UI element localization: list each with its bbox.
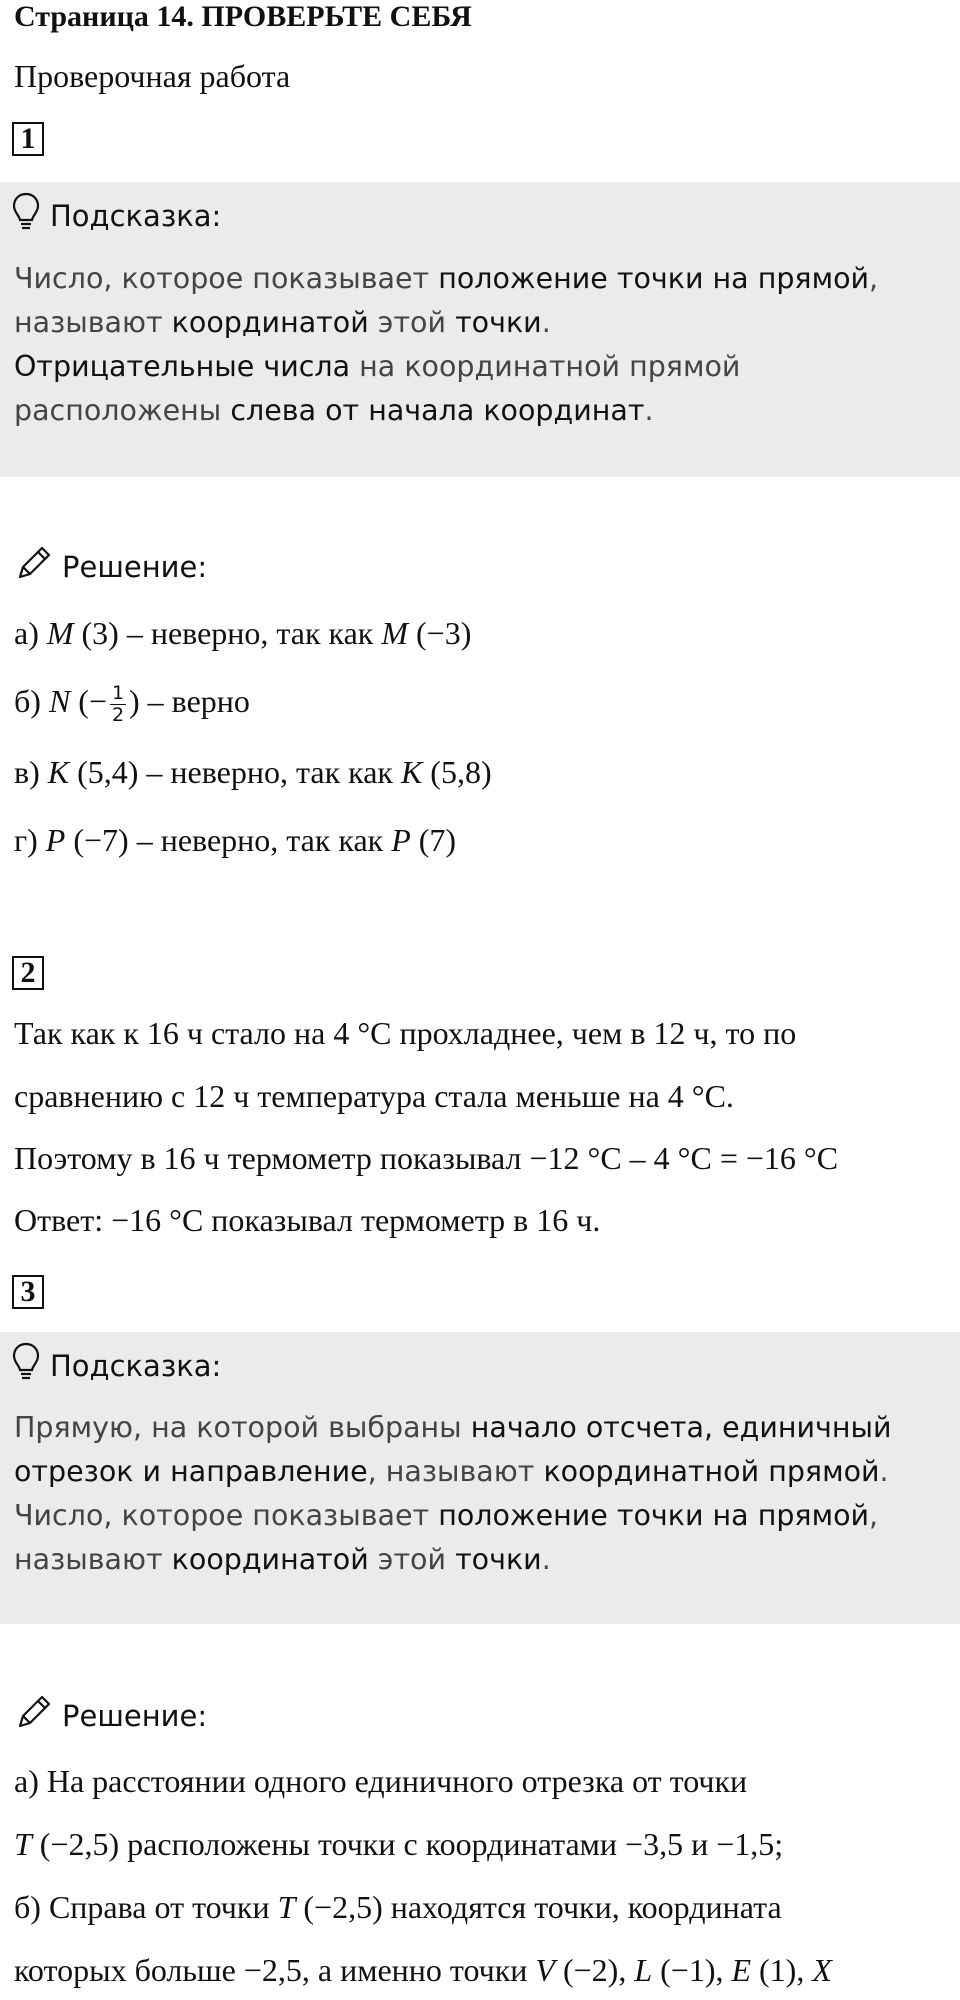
solution-heading: Решение: — [62, 1698, 208, 1733]
hint-emphasis: слева от начала координат — [230, 394, 645, 427]
hint-text-segment: называют — [14, 1543, 172, 1576]
hint-text-segment: . — [879, 1455, 889, 1488]
text-segment: ) – верно — [128, 683, 250, 719]
hint-text-segment: . — [541, 306, 551, 339]
hint-text-3 — [14, 1406, 944, 1582]
hint-text-segment: расположены — [14, 394, 231, 427]
text-segment: (7) — [410, 822, 457, 858]
hint-text-segment: этой — [368, 306, 456, 339]
page-title: Страница 14. ПРОВЕРЬТЕ СЕБЯ — [14, 0, 472, 33]
task2-line-1: Так как к 16 ч стало на 4 °C прохладнее, чем в 12 ч, то по — [14, 1015, 797, 1051]
text-segment: б) Справа от точки — [14, 1889, 278, 1925]
task3-line-1: а) На расстоянии одного единичного отрезка от точки — [14, 1763, 748, 1799]
text-segment: (1), — [751, 1952, 813, 1988]
hint-text-segment: , называют — [367, 1455, 544, 1488]
math-variable: M — [381, 615, 408, 651]
solution-header-1 — [14, 543, 207, 590]
math-variable: P — [391, 822, 411, 858]
hint-emphasis: координатой — [171, 1543, 369, 1576]
hint-header-3 — [12, 1342, 221, 1389]
math-variable: M — [46, 615, 74, 651]
text-segment: г) — [14, 822, 46, 858]
hint-header-1 — [12, 192, 221, 239]
hint-text-segment: . — [541, 1543, 551, 1576]
task-number-1: 1 — [12, 122, 44, 156]
page-subtitle: Проверочная работа — [14, 58, 291, 94]
fraction-denominator: 2 — [111, 704, 125, 727]
text-segment: (−2,5) находятся точки, координата — [295, 1889, 782, 1925]
hint-heading: Подсказка: — [50, 1348, 222, 1383]
solution-line-c — [14, 754, 492, 791]
math-variable: K — [47, 754, 70, 790]
text-segment: (−7) – неверно, так как — [65, 822, 392, 858]
solution-line-b — [14, 683, 250, 726]
task2-line-4: Ответ: −16 °C показывал термометр в 16 ч. — [14, 1202, 601, 1238]
hint-emphasis: Отрицательные числа — [14, 350, 351, 383]
hint-box-1 — [0, 182, 960, 477]
pencil-icon — [14, 543, 54, 590]
solution-line-d — [14, 822, 456, 859]
hint-text-segment: на координатной прямой — [350, 350, 741, 383]
hint-emphasis: начало отсчета, единичный — [470, 1411, 892, 1444]
hint-text-segment: . — [644, 394, 654, 427]
fraction-numerator: 1 — [111, 682, 125, 705]
text-segment: (−3) — [408, 615, 472, 651]
solution-line-a — [14, 615, 471, 652]
math-variable: T — [14, 1826, 32, 1862]
hint-text-segment: Число, которое показывает — [14, 262, 439, 295]
hint-emphasis: положение точки на прямой — [438, 1499, 870, 1532]
task2-line-2: сравнению с 12 ч температура стала меньше на 4 °C. — [14, 1078, 734, 1114]
task2-line-3: Поэтому в 16 ч термометр показывал −12 °C – 4 °C = −16 °C — [14, 1140, 839, 1176]
hint-emphasis: точки — [455, 306, 542, 339]
hint-text-segment: этой — [368, 1543, 456, 1576]
math-variable: T — [277, 1889, 296, 1925]
hint-emphasis: координатной прямой — [543, 1455, 880, 1488]
hint-text-segment: , — [869, 1499, 879, 1532]
text-segment: (−1), — [652, 1952, 732, 1988]
task3-line-4 — [14, 1952, 832, 1989]
text-segment: (−2), — [554, 1952, 635, 1988]
text-segment: в) — [14, 754, 48, 790]
math-variable: L — [634, 1952, 653, 1988]
fraction — [110, 683, 126, 726]
math-variable: E — [731, 1952, 752, 1988]
text-segment: б) — [14, 683, 49, 719]
hint-text-1 — [14, 257, 944, 433]
text-segment: (5,8) — [422, 754, 492, 790]
text-segment: (− — [70, 683, 107, 719]
hint-emphasis: положение точки на прямой — [438, 262, 870, 295]
math-variable: P — [45, 822, 66, 858]
math-variable: N — [48, 683, 71, 719]
pencil-icon — [14, 1692, 54, 1739]
text-segment: (5,4) – неверно, так как — [69, 754, 401, 790]
math-variable: V — [535, 1952, 555, 1988]
text-segment: (3) – неверно, так как — [73, 615, 382, 651]
task-number-3: 3 — [12, 1275, 44, 1309]
math-variable: X — [812, 1952, 832, 1988]
hint-text-segment: , — [869, 262, 879, 295]
math-variable: K — [400, 754, 423, 790]
text-segment: а) — [14, 615, 47, 651]
hint-text-segment: называют — [14, 306, 172, 339]
hint-heading: Подсказка: — [50, 198, 222, 233]
hint-emphasis: точки — [455, 1543, 542, 1576]
lightbulb-icon — [12, 1342, 40, 1389]
hint-text-segment: Прямую, на которой выбраны — [14, 1411, 471, 1444]
task3-line-2 — [14, 1826, 783, 1863]
hint-emphasis: отрезок и направление — [14, 1455, 368, 1488]
hint-emphasis: координатой — [171, 306, 369, 339]
text-segment: (−2,5) расположены точки с координатами −3,5 и −1,5; — [31, 1826, 784, 1862]
task-number-2: 2 — [12, 956, 44, 990]
text-segment: которых больше −2,5, а именно точки — [14, 1952, 536, 1988]
solution-header-3 — [14, 1692, 207, 1739]
solution-heading: Решение: — [62, 549, 208, 584]
lightbulb-icon — [12, 192, 40, 239]
hint-text-segment: Число, которое показывает — [14, 1499, 439, 1532]
task3-line-3 — [14, 1889, 782, 1926]
hint-box-3 — [0, 1332, 960, 1624]
